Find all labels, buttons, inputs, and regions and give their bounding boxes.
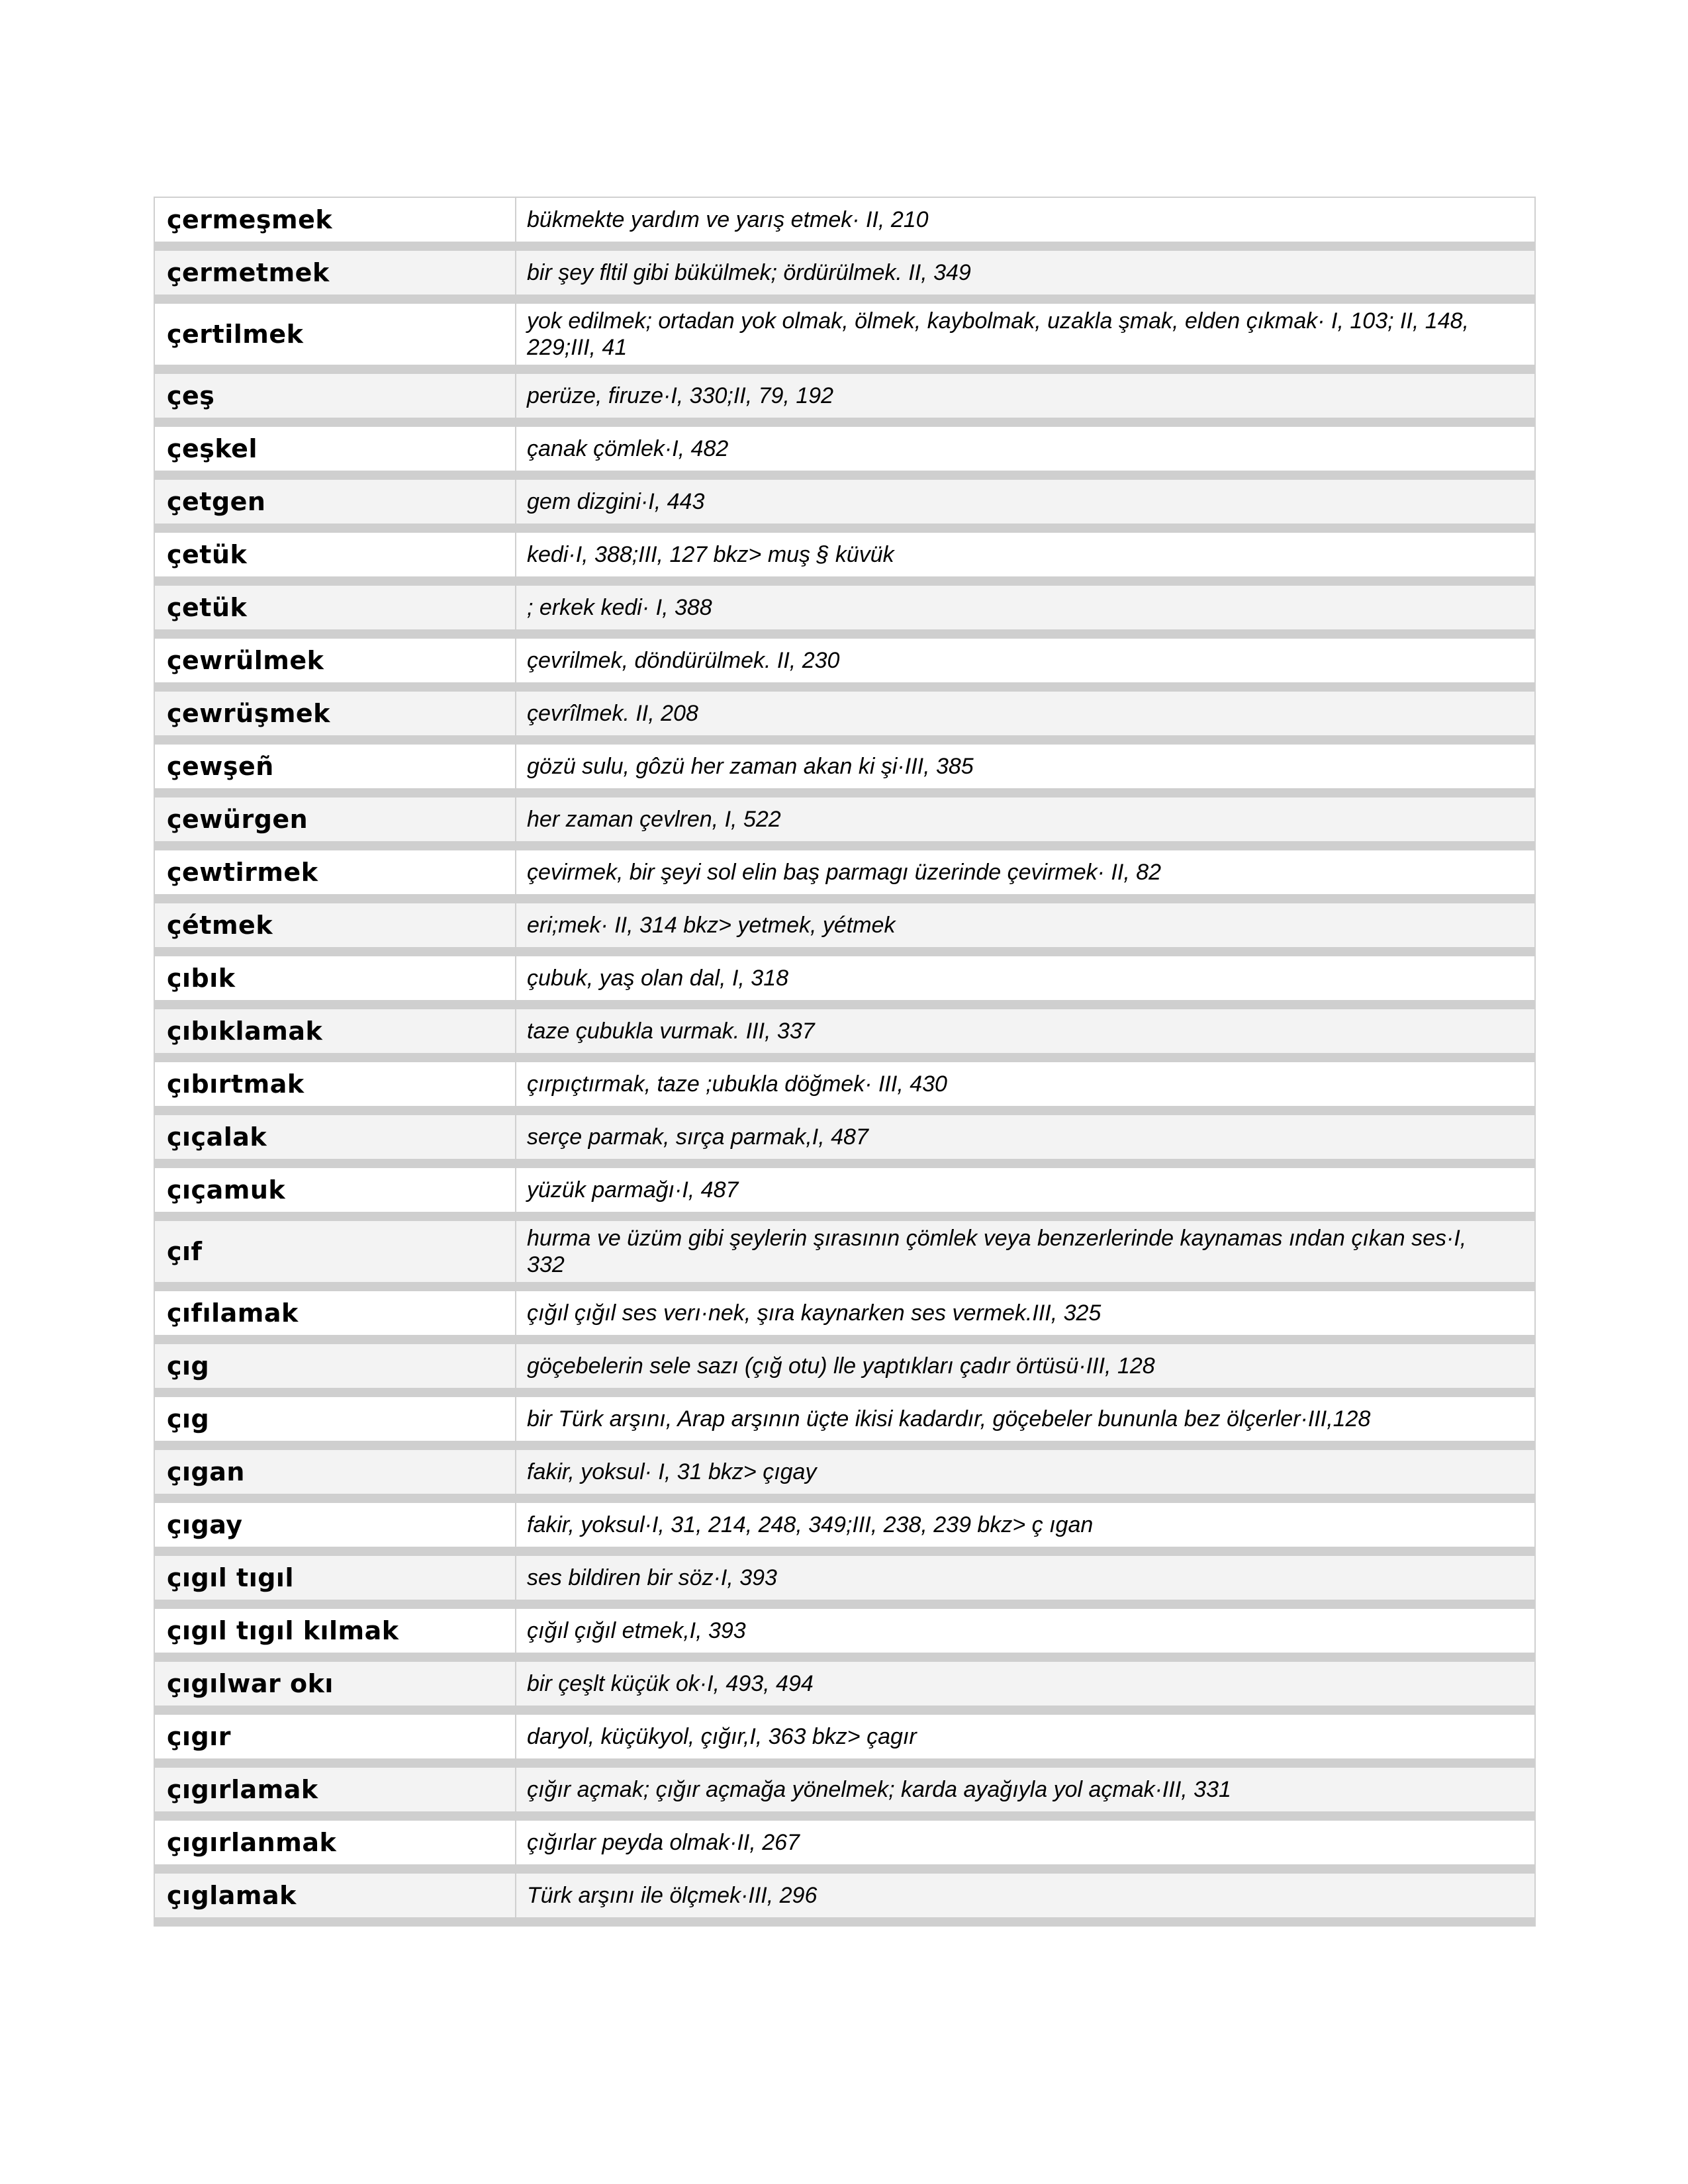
entry-definition: bir Türk arşını, Arap arşının üçte ikisi kadardır, göçebeler bununla bez ölçerler·III,128 [527,1406,1371,1432]
table-row [155,745,1534,797]
entry-definition: çığır açmak; çığır açmağa yönelmek; karda ayağıyla yol açmak·III, 331 [527,1777,1231,1802]
table-row [155,956,1534,1009]
entry-term: çetük [155,586,516,629]
entry-definition: hurma ve üzüm gibi şeylerin şırasının çömlek veya benzerlerinde kaynamas ından çıkan ses·I, 332 [527,1226,1467,1277]
entry-definition: gözü sulu, gôzü her zaman akan ki şi·III, 385 [527,754,974,779]
entry-definition: daryol, küçükyol, çığır,I, 363 bkz> çagır [527,1724,917,1749]
entry-definition: fakir, yoksul· I, 31 bkz> çıgay [527,1459,817,1484]
entry-definition: fakir, yoksul·I, 31, 214, 248, 349;III, 238, 239 bkz> ç ıgan [527,1512,1094,1537]
table-row [155,1168,1534,1221]
entry-definition: bir çeşlt küçük ok·I, 493, 494 [527,1671,814,1696]
entry-term: çıg [155,1397,516,1441]
entry-term: çıçamuk [155,1168,516,1212]
table-row [155,533,1534,586]
entry-definition: her zaman çevlren, I, 522 [527,807,781,832]
entry-term: çıfılamak [155,1291,516,1335]
table-row [155,1397,1534,1450]
entry-term: çıf [155,1221,516,1282]
entry-definition: yok edilmek; ortadan yok olmak, ölmek, kaybolmak, uzakla şmak, elden çıkmak· I, 103; II, 148, 229;III, 41 [527,308,1469,360]
entry-term: çıgır [155,1715,516,1758]
table-row [155,1662,1534,1715]
table-row [155,1062,1534,1115]
entry-term: çıgan [155,1450,516,1494]
entry-definition: çığıl çığıl etmek,I, 393 [527,1618,746,1643]
entry-term: çıgılwar okı [155,1662,516,1706]
entry-definition: çırpıçtırmak, taze ;ubukla döğmek· III, 430 [527,1071,947,1097]
entry-term: çeş [155,374,516,418]
entry-definition: bir şey fltil gibi bükülmek; ördürülmek. II, 349 [527,260,971,285]
entry-term: çıgay [155,1503,516,1547]
entry-definition: serçe parmak, sırça parmak,I, 487 [527,1124,868,1150]
entry-term: çermeşmek [155,198,516,242]
entry-definition: yüzük parmağı·I, 487 [527,1177,739,1203]
entry-term: çıgırlanmak [155,1821,516,1864]
entry-definition: göçebelerin sele sazı (çığ otu) lle yaptıkları çadır örtüsü·III, 128 [527,1353,1155,1379]
table-row [155,850,1534,903]
table-row [155,1874,1534,1927]
table-row [155,1503,1534,1556]
entry-term: çewürgen [155,797,516,841]
entry-definition: perüze, firuze·I, 330;II, 79, 192 [527,383,834,408]
entry-term: çermetmek [155,251,516,295]
table-row [155,1221,1534,1291]
entry-term: çıbırtmak [155,1062,516,1106]
table-row [155,1821,1534,1874]
entry-term: çıgıl tıgıl [155,1556,516,1600]
table-row [155,1344,1534,1397]
entry-definition: gem dizgini·I, 443 [527,489,705,514]
table-row [155,304,1534,374]
table-row [155,797,1534,850]
table-row [155,586,1534,639]
table-row [155,427,1534,480]
entry-term: çeşkel [155,427,516,471]
entry-term: çewşeñ [155,745,516,788]
table-row [155,480,1534,533]
entry-definition: çevrilmek, döndürülmek. II, 230 [527,648,840,673]
entry-definition: Türk arşını ile ölçmek·III, 296 [527,1883,818,1908]
entry-term: çıgırlamak [155,1768,516,1811]
entry-term: çertilmek [155,304,516,365]
entry-term: çetgen [155,480,516,523]
entry-definition: çığırlar peyda olmak·II, 267 [527,1830,800,1855]
entry-definition: çevirmek, bir şeyi sol elin baş parmagı üzerinde çevirmek· II, 82 [527,860,1162,885]
table-row [155,374,1534,427]
entry-term: çewtirmek [155,850,516,894]
entry-definition: çanak çömlek·I, 482 [527,436,729,461]
entry-term: çıglamak [155,1874,516,1917]
entry-definition: çubuk, yaş olan dal, I, 318 [527,966,789,991]
entry-definition: çevrîlmek. II, 208 [527,701,698,726]
table-row [155,1768,1534,1821]
entry-term: çıg [155,1344,516,1388]
table-row [155,903,1534,956]
entry-term: çıgıl tıgıl kılmak [155,1609,516,1653]
entry-definition: ; erkek kedi· I, 388 [527,595,712,620]
entry-definition: taze çubukla vurmak. III, 337 [527,1019,815,1044]
entry-definition: kedi·I, 388;III, 127 bkz> muş § küvük [527,542,894,567]
table-row [155,692,1534,745]
table-row [155,1609,1534,1662]
entry-term: çewrülmek [155,639,516,682]
table-row [155,1556,1534,1609]
entry-definition: ses bildiren bir söz·I, 393 [527,1565,777,1590]
entry-definition: bükmekte yardım ve yarış etmek· II, 210 [527,207,929,232]
table-row [155,1009,1534,1062]
dictionary-table [154,197,1536,1927]
entry-term: çıçalak [155,1115,516,1159]
table-row [155,198,1534,251]
entry-definition: eri;mek· II, 314 bkz> yetmek, yétmek [527,913,896,938]
table-row [155,639,1534,692]
entry-term: çıbık [155,956,516,1000]
entry-term: çetük [155,533,516,576]
table-row [155,1450,1534,1503]
entry-term: çewrüşmek [155,692,516,735]
entry-definition: çığıl çığıl ses verı·nek, şıra kaynarken ses vermek.III, 325 [527,1300,1102,1326]
table-row [155,1115,1534,1168]
entry-term: çétmek [155,903,516,947]
table-row [155,251,1534,304]
table-row [155,1715,1534,1768]
table-row [155,1291,1534,1344]
entry-term: çıbıklamak [155,1009,516,1053]
